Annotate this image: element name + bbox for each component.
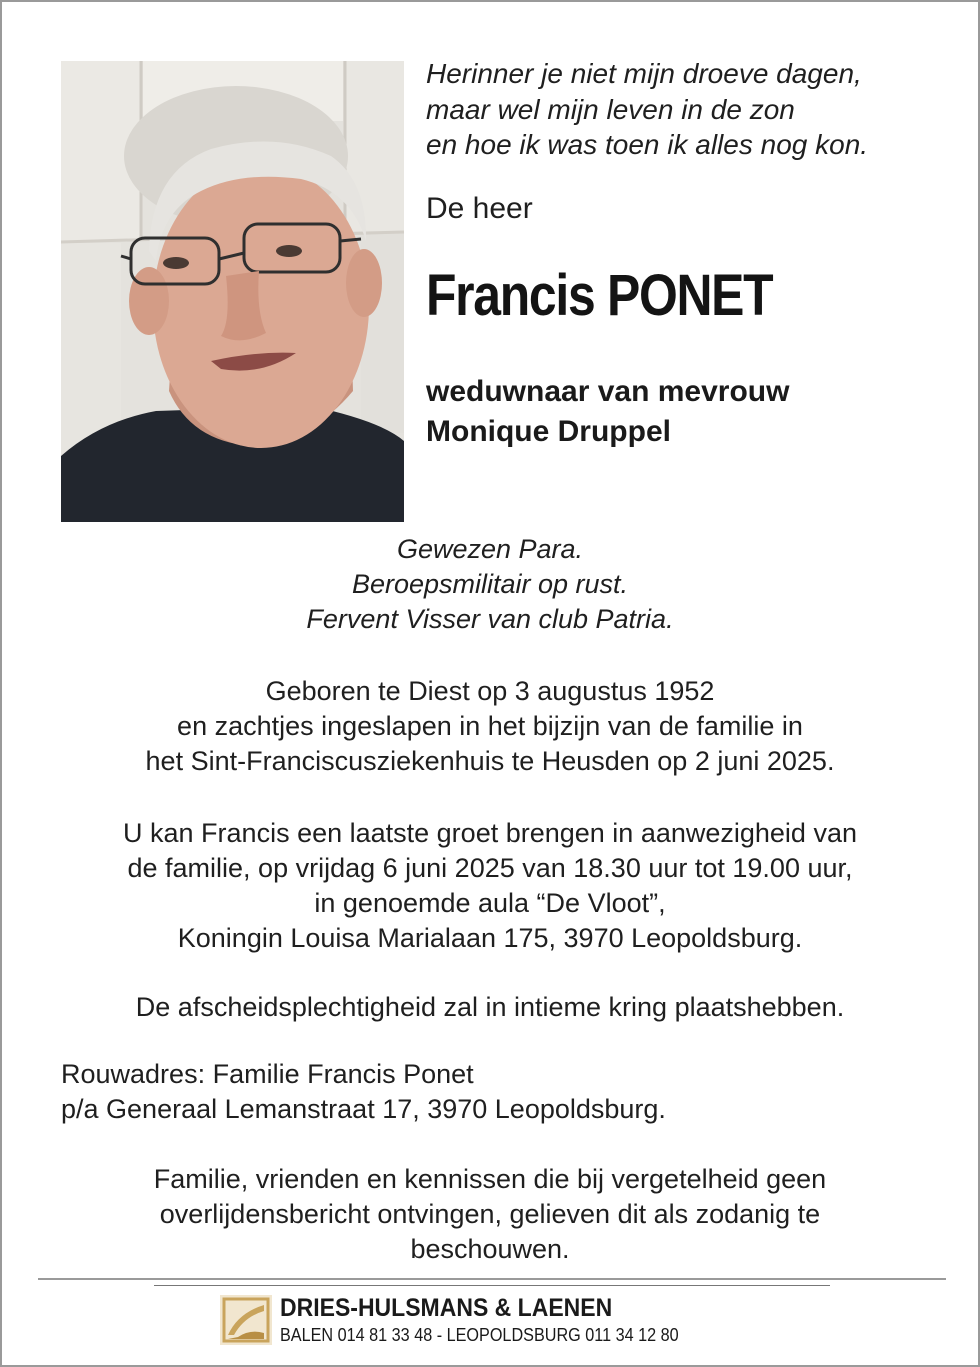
memorial-poem bbox=[426, 56, 966, 163]
address-line: Rouwadres: Familie Francis Ponet bbox=[61, 1059, 474, 1089]
ceremony-line: De afscheidsplechtigheid zal in intieme kring plaatshebben. bbox=[135, 992, 845, 1022]
title-line: Beroepsmilitair op rust. bbox=[351, 569, 629, 599]
salutation: De heer bbox=[426, 192, 533, 225]
visitation-line: U kan Francis een laatste groet brengen in aanwezigheid van bbox=[123, 818, 857, 848]
deceased-name: Francis PONET bbox=[426, 263, 773, 328]
birth-death-line: het Sint-Franciscusziekenhuis te Heusden op 2 juni 2025. bbox=[145, 746, 835, 776]
funeral-home-logo-icon bbox=[220, 1295, 272, 1345]
spouse-line: weduwnaar van mevrouw bbox=[426, 375, 790, 408]
mourning-address bbox=[61, 1057, 666, 1127]
spouse-line: Monique Druppel bbox=[426, 415, 671, 448]
birth-death-block bbox=[2, 674, 978, 779]
portrait-photo bbox=[61, 61, 404, 522]
titles-block bbox=[2, 532, 978, 637]
birth-death-line: Geboren te Diest op 3 augustus 1952 bbox=[265, 676, 715, 706]
address-line: p/a Generaal Lemanstraat 17, 3970 Leopoldsburg. bbox=[61, 1094, 666, 1124]
visitation-line: in genoemde aula “De Vloot”, bbox=[314, 888, 666, 918]
birth-death-line: en zachtjes ingeslapen in het bijzijn van de familie in bbox=[177, 711, 803, 741]
final-notice bbox=[2, 1162, 978, 1267]
poem-line: Herinner je niet mijn droeve dagen, bbox=[426, 58, 862, 89]
title-line: Fervent Visser van club Patria. bbox=[306, 604, 674, 634]
notice-line: beschouwen. bbox=[410, 1234, 570, 1264]
notice-line: Familie, vrienden en kennissen die bij vergetelheid geen bbox=[153, 1164, 827, 1194]
notice-line: overlijdensbericht ontvingen, gelieven dit als zodanig te bbox=[159, 1199, 821, 1229]
footer-divider-inner bbox=[154, 1285, 830, 1286]
visitation-line: Koningin Louisa Marialaan 175, 3970 Leopoldsburg. bbox=[177, 923, 803, 953]
footer-divider bbox=[38, 1278, 946, 1280]
funeral-home-name: DRIES-HULSMANS & LAENEN bbox=[280, 1294, 613, 1322]
ceremony-text bbox=[2, 990, 978, 1025]
poem-line: maar wel mijn leven in de zon bbox=[426, 93, 795, 125]
visitation-block bbox=[2, 816, 978, 956]
visitation-line: de familie, op vrijdag 6 juni 2025 van 18.30 uur tot 19.00 uur, bbox=[127, 853, 853, 883]
spouse-info bbox=[426, 372, 789, 452]
title-line: Gewezen Para. bbox=[396, 534, 584, 564]
funeral-home-phones: BALEN 014 81 33 48 - LEOPOLDSBURG 011 34 12 80 bbox=[280, 1325, 679, 1345]
poem-line: en hoe ik was toen ik alles nog kon. bbox=[426, 129, 869, 160]
